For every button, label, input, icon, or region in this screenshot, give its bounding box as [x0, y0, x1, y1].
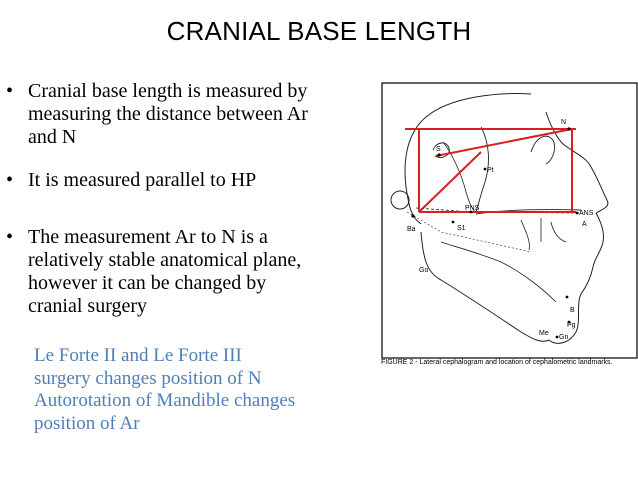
- mandible-inner: [441, 242, 556, 302]
- bullet-marker: •: [6, 80, 14, 102]
- bullet-marker: •: [6, 226, 14, 248]
- lower-face-profile: [549, 213, 604, 343]
- facial-profile: [546, 112, 608, 213]
- bullet-line: The measurement Ar to N is a: [28, 226, 268, 248]
- label-pns: PNS: [465, 205, 480, 212]
- bullet-line: measuring the distance between Ar: [28, 103, 308, 125]
- label-me: Me: [539, 330, 549, 337]
- bullet-3: [6, 226, 378, 318]
- point-pt: [484, 168, 487, 171]
- figure-frame: [382, 83, 637, 358]
- point-ba: [411, 214, 414, 217]
- label-ans: ANS: [579, 210, 594, 217]
- bullet-line: and N: [28, 126, 77, 148]
- label-pg: Pg: [567, 322, 576, 329]
- sub-line: Le Forte II and Le Forte III: [34, 345, 242, 366]
- label-s: S: [436, 146, 441, 153]
- bullet-line: however it can be changed by: [28, 272, 267, 294]
- slide-title: CRANIAL BASE LENGTH: [166, 16, 472, 46]
- mandible-outline: [421, 232, 549, 341]
- landmark-points: [411, 127, 578, 338]
- ear-rod-circle: [391, 191, 409, 209]
- teeth-outline: [521, 218, 566, 250]
- label-go: Go: [419, 267, 429, 274]
- bullet-2: [6, 169, 378, 192]
- point-n: [567, 127, 570, 130]
- sub-line: position of Ar: [34, 412, 140, 434]
- figure-caption: FIGURE 2 - Lateral cephalogram and location of cephalometric landmarks.: [381, 359, 613, 366]
- orbit-outline: [531, 136, 555, 164]
- point-gn: [556, 336, 559, 339]
- point-s: [437, 153, 440, 156]
- point-b: [566, 296, 569, 299]
- bullet-1: [6, 80, 378, 149]
- label-s1: S1: [457, 225, 466, 232]
- bullet-item: [6, 80, 378, 149]
- label-ba: Ba: [407, 226, 416, 233]
- bullet-line: Cranial base length is measured by: [28, 80, 308, 102]
- cephalogram-figure: [381, 82, 638, 382]
- bullet-item: [6, 226, 378, 318]
- ar-to-pt-line: [419, 152, 481, 212]
- clivus-outline: [443, 142, 475, 212]
- label-a: A: [582, 221, 587, 228]
- sub-line: surgery changes position of N: [34, 367, 262, 389]
- sella-nasion-line: [436, 129, 572, 156]
- label-pt: Pt: [487, 167, 494, 174]
- point-s1: [452, 221, 455, 224]
- bullet-item: [6, 169, 378, 192]
- bullet-line: It is measured parallel to HP: [28, 169, 257, 191]
- point-ans: [576, 212, 579, 215]
- sub-line: Autorotation of Mandible changes: [34, 390, 296, 411]
- label-n: N: [561, 119, 567, 126]
- label-gn: Gn: [559, 334, 569, 341]
- bullet-line: cranial surgery: [28, 295, 148, 317]
- occlusal-dashed-line: [407, 212, 531, 252]
- bullet-marker: •: [6, 169, 14, 191]
- sub-text-block: [34, 345, 384, 435]
- bullet-line: relatively stable anatomical plane,: [28, 249, 302, 271]
- label-b: B: [570, 307, 575, 314]
